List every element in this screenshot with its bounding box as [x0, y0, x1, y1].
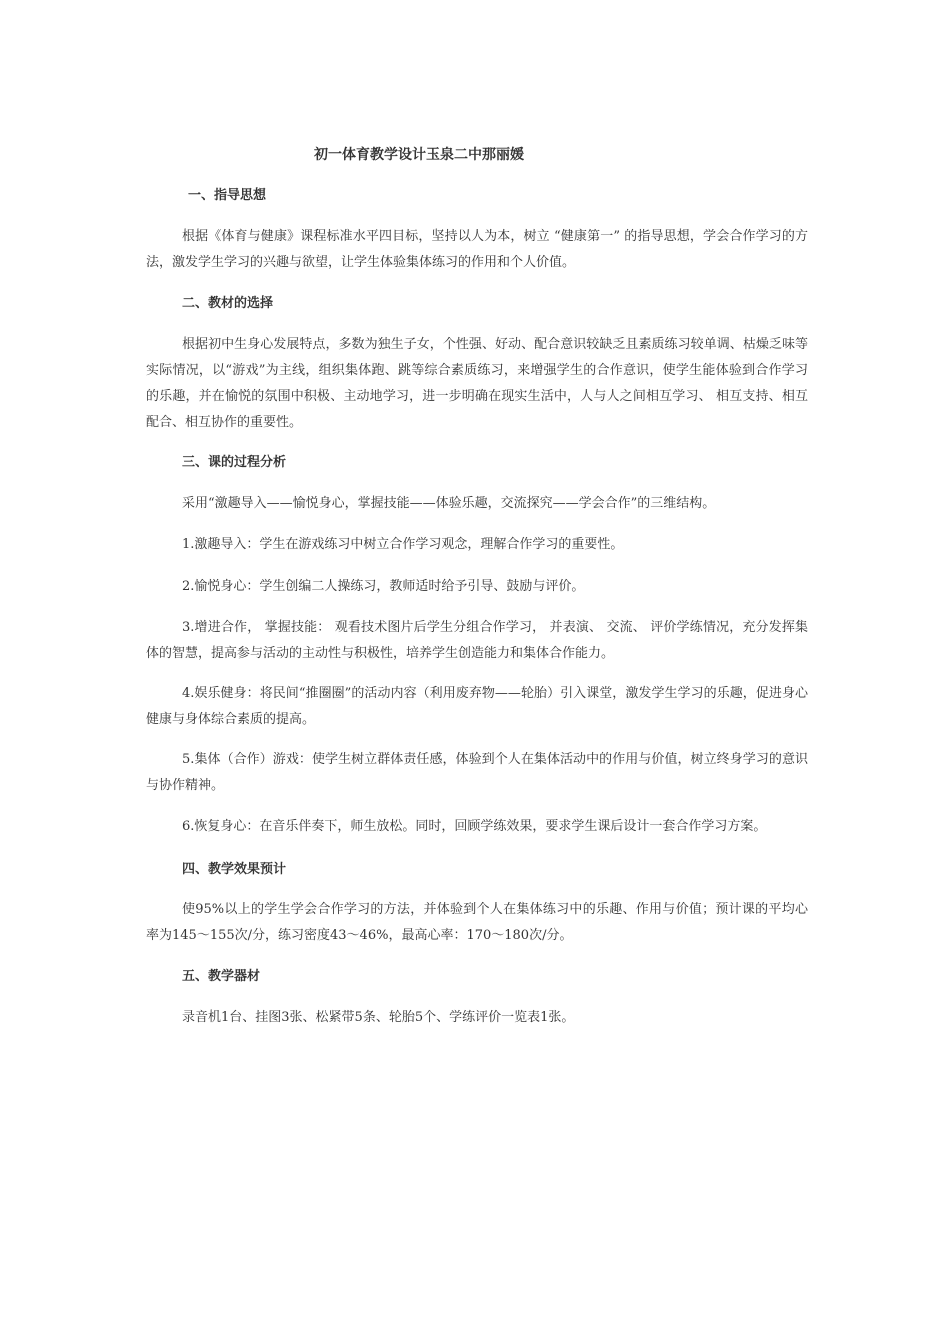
paragraph-step-3: 3.增进合作， 掌握技能： 观看技术图片后学生分组合作学习， 并表演、 交流、 评价学练情况，充分发挥集体的智慧，提高参与活动的主动性与积极性，培养学生创造能力和集体合作能力。	[146, 620, 808, 661]
section-heading-process: 三、课的过程分析	[182, 455, 287, 470]
paragraph-step-4: 4.娱乐健身：将民间“推圈圈”的活动内容（利用废弃物——轮胎）引入课堂，激发学生学习的乐趣，促进身心健康与身体综合素质的提高。	[146, 686, 808, 727]
paragraph-step-2: 2.愉悦身心：学生创编二人操练习，教师适时给予引导、鼓励与评价。	[182, 579, 585, 594]
section-heading-equipment: 五、教学器材	[182, 969, 261, 984]
paragraph-step-5: 5.集体（合作）游戏：使学生树立群体责任感，体验到个人在集体活动中的作用与价值，树立终身学习的意识与协作精神。	[146, 752, 808, 793]
paragraph-equipment: 录音机1台、挂图3张、松紧带5条、轮胎5个、学练评价一览表1张。	[182, 1010, 575, 1025]
paragraph-step-6: 6.恢复身心：在音乐伴奏下，师生放松。同时，回顾学练效果，要求学生课后设计一套合作学习方案。	[182, 819, 767, 834]
section-heading-guiding: 一、指导思想	[188, 188, 267, 203]
section-heading-effect: 四、教学效果预计	[182, 862, 287, 877]
paragraph-effect: 使95%以上的学生学会合作学习的方法，并体验到个人在集体练习中的乐趣、作用与价值；预计课的平均心率为145～155次/分，练习密度43～46%，最高心率：170～180次/分。	[146, 902, 808, 943]
paragraph-material: 根据初中生身心发展特点，多数为独生子女，个性强、好动、配合意识较缺乏且素质练习较单调、枯燥乏味等实际情况，以“游戏”为主线，组织集体跑、跳等综合素质练习，来增强学生的合作意识，使学生能体验到合作学习的乐趣，并在愉悦的氛围中积极、主动地学习，进一步明确在现实生活中，人与人之间相互学习、 相互支持、相互配合、相互协作的重要性。	[146, 337, 808, 430]
paragraph-process-intro: 采用“激趣导入——愉悦身心，掌握技能——体验乐趣，交流探究——学会合作”的三维结构。	[182, 496, 716, 511]
section-heading-material: 二、教材的选择	[182, 296, 274, 311]
document-title: 初一体育教学设计玉泉二中那丽媛	[314, 147, 524, 163]
paragraph-guiding: 根据《体育与健康》课程标准水平四目标，坚持以人为本，树立 “健康第一” 的指导思想，学会合作学习的方法，激发学生学习的兴趣与欲望，让学生体验集体练习的作用和个人价值。	[146, 229, 808, 270]
paragraph-step-1: 1.激趣导入：学生在游戏练习中树立合作学习观念，理解合作学习的重要性。	[182, 537, 624, 552]
